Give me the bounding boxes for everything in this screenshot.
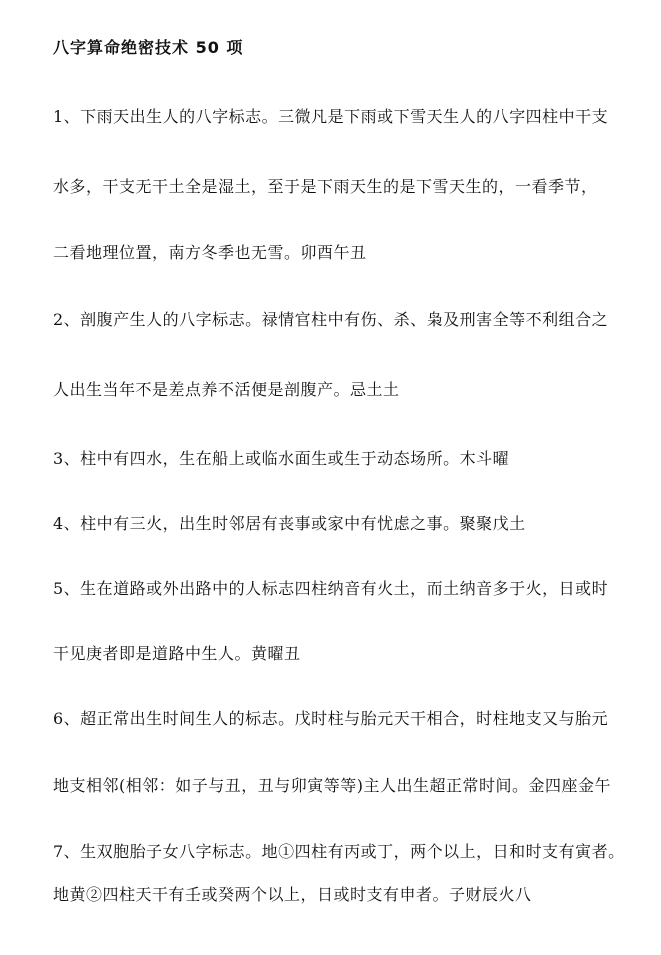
text-line: 人出生当年不是差点养不活便是剖腹产。忌土土	[53, 380, 400, 399]
text-line: 6、超正常出生时间生人的标志。戊时柱与胎元天干相合，时柱地支又与胎元	[53, 709, 609, 728]
text-line: 1、下雨天出生人的八字标志。三微凡是下雨或下雪天生人的八字四柱中干支	[53, 107, 609, 126]
text-line: 水多，干支无干土全是湿土，至于是下雨天生的是下雪天生的，一看季节，	[53, 177, 598, 196]
text-line: 干见庚者即是道路中生人。黄曜丑	[53, 644, 301, 663]
document-title: 八字算命绝密技术 50 项	[53, 38, 244, 57]
text-line: 5、生在道路或外出路中的人标志四柱纳音有火土，而土纳音多于火，日或时	[53, 579, 609, 598]
text-line: 4、柱中有三火，出生时邻居有丧事或家中有忧虑之事。聚聚戊土	[53, 514, 526, 533]
text-line: 地支相邻(相邻：如子与丑，丑与卯寅等等)主人出生超正常时间。金四座金午	[53, 776, 611, 795]
text-line: 2、剖腹产生人的八字标志。禄情官柱中有伤、杀、枭及刑害全等不利组合之	[53, 310, 609, 329]
text-line: 3、柱中有四水，生在船上或临水面生或生于动态场所。木斗曜	[53, 449, 510, 468]
text-line: 二看地理位置，南方冬季也无雪。卯酉午丑	[53, 243, 367, 262]
text-line: 7、生双胞胎子女八字标志。地①四柱有丙或丁，两个以上，日和时支有寅者。	[53, 842, 625, 861]
text-line: 地黄②四柱天干有壬或癸两个以上，日或时支有申者。子财辰火八	[53, 885, 532, 904]
